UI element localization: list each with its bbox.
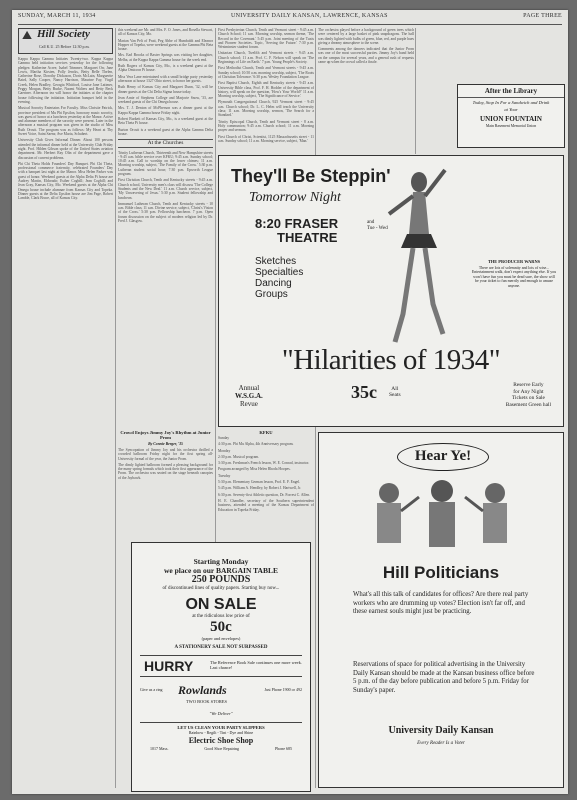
reserve-line: Reserve Early: [513, 382, 544, 388]
prom-continued-column: [318, 28, 414, 134]
society-article: University Club Gives Informal Dinner. About 100 persons attended the informal dinner held at the University Club Friday night. Prof. Hilden Gibson spoke of the United States aviation department. Mr. Herbert Ray Olin of the department gave a discussion of current problems.: [18, 138, 113, 160]
ad-day-range: Tue - Wed: [367, 226, 388, 231]
seats-word: Seats: [389, 392, 401, 398]
ad-slogan: Every Reader Is a Voter: [417, 741, 465, 746]
sale-line: we place on our BARGAIN TABLE: [164, 566, 278, 575]
ad-signature: University Daily Kansan: [388, 725, 494, 736]
ad-body: Today, Stop In For a Sandwich and Drink: [472, 100, 550, 105]
ad-acts-list: [255, 256, 303, 300]
society-item: Robert Burkett of Kansas City, Mo., is a weekend guest at the Beta Theta Pi house.: [118, 117, 213, 126]
kfku-item: 2:30 p.m. Musical program.: [218, 454, 260, 459]
ticket-price: 35c: [351, 382, 377, 402]
ad-time: 8:20 FRASER: [255, 216, 339, 231]
revue-annual: Annual: [238, 384, 260, 392]
store-note-right: Just Phone 1900 or 492: [264, 687, 302, 692]
union-fountain-ad: [457, 84, 565, 148]
ad-act: Sketches: [255, 256, 297, 267]
society-column: [18, 28, 113, 788]
hurry-text: The Reference Book Sale continues one more week. Last chance!: [210, 660, 302, 670]
prom-paragraph: The orchestra played before a background of green trees which were centered by a large basket of pink snapdragons. The hall was dimly lighted with bulbs of green, blue, red, and purple hues giving a dreamy atmosphere to the scene.: [318, 28, 414, 45]
ad-store-name: UNION FOUNTAIN: [480, 115, 542, 123]
prom-paragraph: The Syncopation of Jimmy Joy and his orchestra thrilled a crowded ballroom Friday night for the first spring all-University formal of the year, the Junior Prom.: [118, 448, 213, 461]
church-item: Immanuel Lutheran Church, Tenth and Kentucky streets - 10 a.m. Bible class; 11 a.m. Divine service, subject, 'Christ's Vision of the Cross.' 5:30 p.m. Fellowship luncheon. 7 p.m. Open forum discussion on the subject of modern religion led by Dr. Fred J. Glasgow.: [118, 201, 213, 223]
sale-description: of discontinued lines of quality papers. Starting buy now...: [162, 586, 280, 591]
kfku-item: 4:30 p.m. Phi Mu Alpha, 4th Anniversary program.: [218, 442, 294, 447]
dancer-illustration: [379, 164, 449, 354]
kfku-item: Program arranged by Miss Helen Rhoda Hoopes.: [218, 467, 291, 472]
prom-paragraph: Comments among the dancers indicated that the Junior Prom was one of the most successful parties. Jimmy Joy's band held on the campus for several years, and a general rush of requests came up when the crowd called a finale.: [318, 47, 414, 65]
society-item: Miss Vera Lane entertained with a small bridge party yesterday afternoon at house 1327 Ohio street, to honor her guests.: [118, 74, 213, 83]
store-row: [140, 681, 302, 711]
shoe-repair: Good Shoe Repairing: [204, 746, 240, 751]
masthead-page: PAGE THREE: [523, 13, 562, 19]
society-item: Burton Orcutt is a weekend guest at the Alpha Gamma Delta house.: [118, 127, 213, 136]
newspaper-page: [12, 10, 568, 794]
ad-act: Specialties: [255, 267, 304, 278]
masthead: [18, 13, 562, 25]
ad-theatre: THEATRE: [277, 230, 338, 245]
ad-at: at Your: [504, 107, 518, 112]
society-article: Musical Sorority Entertains For Faculty. Miss Christie Patrick, province president of Mu Phi Epsilon, honorary music sorority, was guest of honor at a luncheon yesterday at the Manor. Active and alumnae members of the sorority were present. Later in the afternoon a musical program was given in the studio of Miss Ruth Orcutt. The program was as follows: My Heart at Thy Sweet Voice, Saint Saens; Ave Maria, Schubert.: [18, 106, 113, 137]
churches-heading: At the Churches: [118, 139, 213, 147]
church-item: Plymouth Congregational Church, 925 Vermont street - 9:45 a.m. Church school; Dr. L. C. Helm will teach the University class; 11 a.m. Morning worship, sermon, 'The Search for a Standard.': [218, 100, 314, 118]
hilarities-ad: [218, 155, 564, 427]
on-sale-banner: ON SALE: [185, 596, 257, 613]
reservation-info: [506, 382, 551, 408]
church-item: Trinity Lutheran Church, Thirteenth and New Hampshire streets - 9:45 a.m. bible service over KFKU; 9:45 a.m. Sunday school; 10:45 a.m. Call to worship on the lower chimes; 11 a.m. Morning worship, subject, 'The Family of the Cross.' 5:30 p.m. Lutheran student social hour; 7:30 p.m. Epworth League program.: [118, 150, 213, 177]
society-item: this weekend are Mr. and Mrs. F. O. Jones, and Rosella Stewart, all of Kansas City, Mo.: [118, 28, 213, 37]
society-item: Marian Van Pelt of Pratt, Peg Abbe of Humboldt and Eleanor Hopper of Topeka, were weekend guests at the Gamma Phi Beta house.: [118, 38, 213, 52]
sale-quantity: 250 POUNDS: [191, 574, 251, 585]
shoe-footer: [140, 745, 302, 751]
kfku-item: Tuesday: [218, 473, 231, 478]
store-name: Rowlands: [178, 683, 227, 697]
ad-act: Dancing: [255, 278, 292, 289]
church-item: First Methodist Church, Tenth and Vermont streets - 9:45 a.m. Sunday school; 10:50 a.m. morning worship, subject, 'The Roots of Christian Tolerance.' 6:30 p.m. Wesley Foundation League.: [218, 66, 314, 79]
hill-society-title: Hill Society: [37, 28, 90, 40]
hear-ye-bubble: Hear Ye!: [397, 443, 489, 471]
shoe-shop-name: Electric Shoe Shop: [188, 736, 254, 745]
church-item: Unitarian Church, Twelfth and Vermont streets - 9:45 a.m. Church school; 11 a.m. Prof. C. F. Nelson will speak on 'The Beginnings of Life on Earth.' 7 p.m. Young People's Society.: [218, 51, 314, 65]
ad-subhead: Tomorrow Night: [249, 190, 341, 205]
shoe-headline: LET US CLEAN YOUR PARTY SLIPPERS: [177, 725, 265, 730]
ad-and: and: [367, 220, 375, 225]
kfku-item: 3:30 p.m. Freshman's French lesson, W. E. Conrad, instructor.: [218, 461, 310, 466]
sale-tagline: A STATIONERY SALE NOT SURPASSED: [174, 645, 268, 650]
society-item: Jean Arnie of Stephens College and Marjorie Snow, '33, are weekend guests of the Chi Omega house.: [118, 95, 213, 105]
kfku-item: 5:30 p.m. Elementary German lesson, Prof. E. F. Engel.: [218, 480, 301, 485]
sale-price: 50c: [210, 619, 232, 635]
ad-body: Reservations of space for political advertising in the University Daily Kansan should be made at the Kansan business office before 5 p.m. of the day before publication and before 5 p.m. Friday for Sunday's paper.: [353, 661, 535, 694]
kfku-heading: KFKU: [259, 430, 273, 435]
ad-address: Main Basement Memorial Union: [485, 124, 537, 128]
hurry-banner: [140, 655, 302, 677]
producer-note: [471, 260, 557, 289]
column-rule: [415, 28, 416, 154]
church-item: First Presbyterian Church, Tenth and Vermont street - 9:45 a.m. Church School; 11 a.m. Morning worship, sermon theme, 'The Record in the Covenant.' 5:45 p.m. Joint meeting of the Tuxis and Pioneer Societies. Topic, 'Serving the Future.' 7:30 p.m. Westminster student forum.: [218, 28, 314, 50]
society-item: Ruth Rogers of Kansas City, Mo., is a weekend guest at the Alpha Omicron Pi house.: [118, 64, 213, 73]
column-rule: [115, 28, 116, 788]
masthead-title: UNIVERSITY DAILY KANSAN, LAWRENCE, KANSAS: [230, 13, 388, 19]
church-item: First Church of Christ, Scientist, 1125 Massachusetts street - 11 a.m. Sunday school; 11 a.m. Morning service, subject, 'Man.': [218, 134, 314, 143]
reserve-line: Tickets on Sale: [511, 395, 545, 402]
society-item: Mrs. Earl Brooks of Baxter Springs was visiting her daughter, Melba, at the Kappa Kappa Gamma house for the week end.: [118, 53, 213, 62]
kfku-item: 5:45 p.m. William A. Hendley, by Robert J. Hartwell, Jr.: [218, 486, 302, 491]
ad-body: What's all this talk of candidates for offices? Are there real party workers who are drumming up votes? Election isn't far off, and these earnest souls might just be practicing.: [353, 591, 529, 615]
store-subtitle: TWO BOOK STORES: [186, 699, 227, 704]
revue-title: "Hilarities of 1934": [281, 344, 501, 376]
kfku-item: Monday: [218, 448, 231, 453]
kfku-item: H. E. Chandler, secretary of the Southern superintendent business, attended a meeting of the Kansas Department of Education in Topeka Friday.: [218, 498, 314, 512]
shoe-address: 1017 Mass.: [150, 746, 169, 751]
hill-politicians-ad: [318, 432, 564, 788]
reserve-line: for Any Night: [513, 388, 544, 395]
politicians-illustration: [349, 477, 535, 555]
church-item: Trinity Episcopal Church, Tenth and Vermont street - 8 a.m. Holy communion; 9:45 a.m. Church school; 11 a.m. Morning prayer and sermon.: [218, 119, 314, 133]
society-article: Kappa Kappa Gamma Initiates Twenty-two. Kappa Kappa Gamma held initiation services yesterday for the following pledges: Katherine Acree, Isabel Trimmer, Margaret Orr, Jane Lewis, Martha Kirsten, Polly Jencks, Betty Belle Thelen, Catherine Rose, Dorothy Dickason, Doris McLain, Marguerite Baird, Sally Cooper, Nancy Harrison, Maurine Fay, Virgil Creek, Helen Bradley, Georgia Whitford, Louise Jane Latimer, Peggy Morgan, Betty Burke, Naomi Walters and Betty Beck Gaertner. Afternoon tea will honor the initiates at the chapter house following the initiation. Initiation banquet held in the evening.: [18, 57, 113, 104]
society-article: Phi Chi Theta Holds Founders' Day Banquet. Phi Chi Theta, professional commerce fraternity, celebrated Founders' Day with a banquet last night at the Manor. Miss Helen Parker was guest of honor. Weekend guests at the Alpha Delta Pi house are Audrey Martin, Eldorado; Esther Cogbill; Jean Cogbill; and Jean Gray, Kansas City, Mo. Weekend guests at the Alpha Chi Omega house include alumnae from Kansas City and Topeka. Dinner guests at the Delta Upsilon house are Jim Page, Robert Lamble, Clark Bruce, all of Kansas City.: [18, 161, 113, 201]
hill-society-subtitle: Call K.U. 25 Before 12:30 p.m.: [39, 44, 90, 49]
shoe-shop-ad: [140, 722, 302, 751]
prom-heading: Crowd Enjoys Jimmy Joy's Rhythm at Junior Prom: [120, 430, 211, 440]
seats-label: [389, 386, 401, 398]
store-tag: "We Deliver": [209, 711, 233, 716]
reserve-line: Basement Green hall: [505, 401, 551, 408]
sale-start: Starting Monday: [193, 557, 249, 566]
society-item: Ruth Henry of Kansas City and Margaret Dunn, '32, will be dinner guests at the Chi Delta Sigma house today.: [118, 85, 213, 94]
church-item: First Christian Church, Tenth and Kentucky streets - 9:45 a.m. Church school, University men's class will discuss 'The College Students and the New Deal.' 11 a.m. Church service, subject, 'My Unwavering of Jesus.' 5:30 p.m. Student fellowship and luncheon.: [118, 178, 213, 200]
hurry-word: HURRY: [144, 658, 194, 674]
ad-headline: They'll Be Steppin': [231, 166, 391, 186]
producer-heading: THE PRODUCER WARNS: [487, 259, 541, 264]
hill-society-header: [18, 28, 113, 54]
shoe-services: Rainbow - Regilt - Tint - Dye and Shine: [188, 730, 254, 735]
revue-label: Revue: [239, 400, 258, 408]
sale-price-note: (paper and envelopes): [201, 636, 241, 641]
prom-paragraph: The dimly lighted ballroom formed a pleasing background for the many spring formals which took their first appearance of the Prom. The orchestra was seated on the stage beneath canopies of the Jayhawk.: [118, 462, 213, 480]
society-item: Mrs. T. J. Denton of McPherson was a dinner guest at the Kappa Kappa Gamma house Friday night.: [118, 106, 213, 115]
shoe-phone: Phone 685: [275, 746, 292, 751]
sale-price-intro: at the ridiculous low price of: [192, 614, 250, 619]
church-item: First Baptist Church, Eighth and Kentucky streets - 9:45 a.m. University Bible class, Prof. F. H. Hodder of the department of history, will speak on the question, 'How's Your World?' 11 a.m. Morning worship, subject, 'The Significance of Service.': [218, 81, 314, 99]
revue-org: W.S.G.A.: [235, 392, 263, 400]
revue-info: [235, 384, 263, 408]
store-note-left: Give us a ring: [140, 687, 163, 692]
masthead-date: SUNDAY, MARCH 11, 1934: [18, 13, 96, 19]
kfku-item: Sunday: [218, 436, 230, 440]
ad-headline: Hill Politicians: [382, 563, 500, 582]
producer-text: There are lots of solemnity and lots of wise... Entertainment walk, don't expect anything else. If you won't have fun you must be dead sure, the show will be your ticket to fun merrily and enough to amuse anyone.: [471, 265, 557, 288]
seats-all: All: [391, 386, 399, 392]
ad-act: Groups: [255, 289, 288, 300]
hill-icon: ⛰: [22, 28, 33, 42]
stationery-sale-ad: [131, 542, 311, 792]
prom-column: [118, 428, 213, 540]
prom-byline: By Connie Berger, '35: [148, 442, 183, 446]
ad-heading: After the Library: [458, 85, 564, 98]
kfku-item: 6:30 p.m. Seventy-first Athletic question, Dr. Forrest C. Allen.: [218, 492, 310, 497]
